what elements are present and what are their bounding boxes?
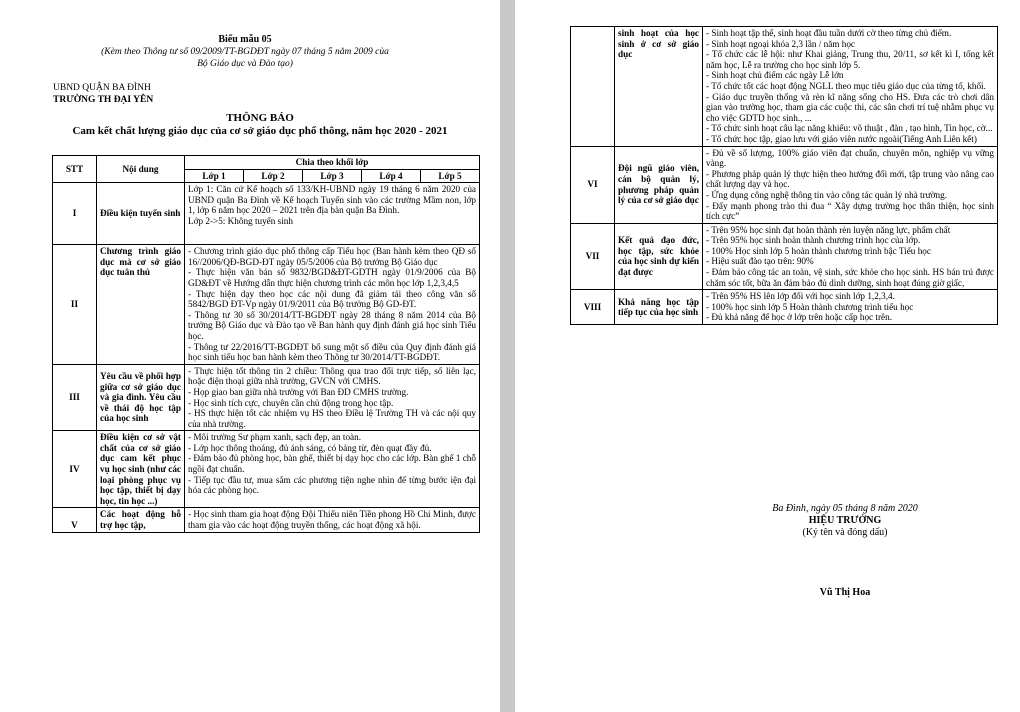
- table-row: [571, 146, 998, 223]
- content-line: - Tổ chức các lễ hội: như Khai giảng, Trung thu, 20/11, sơ kết kì I, tổng kết năm học, Lễ ra trường cho học sinh lớp 5.: [706, 49, 994, 70]
- title-main: THÔNG BÁO: [226, 112, 294, 124]
- content-line: - Phương pháp quản lý thực hiện theo hướng đổi mới, tập trung vào nâng cao chất lượng dạy và học.: [706, 168, 994, 190]
- signer-name: Vũ Thị Hoa: [819, 587, 871, 598]
- header-grade: Lớp 4: [362, 169, 421, 183]
- content-line: - Họp giao ban giữa nhà trường với Ban ĐD CMHS trường.: [188, 386, 409, 397]
- row-number: V: [53, 508, 97, 532]
- row-content: [185, 364, 480, 431]
- row-number: III: [53, 364, 97, 431]
- commitment-table: [52, 155, 480, 533]
- table-row: [571, 223, 998, 290]
- content-line: - Môi trường Sư phạm xanh, sạch đẹp, an toàn.: [188, 432, 362, 443]
- content-line: - Tổ chức học tập, giao lưu với giáo viên nước ngoài(Tiếng Anh Liên kết): [706, 133, 977, 144]
- header-grade: Lớp 3: [303, 169, 362, 183]
- row-number: VI: [571, 146, 615, 223]
- row-content: [703, 146, 998, 223]
- content-line: - Tổ chức tốt các hoạt động NGLL theo mục tiêu giáo dục của từng tổ, khối.: [706, 80, 986, 91]
- content-line: - Sinh hoạt ngoại khóa 2,3 lần / năm học: [706, 38, 856, 49]
- page-gutter: [500, 0, 515, 712]
- content-line: - Thông tư 30 số 30/2014/TT-BGDĐT ngày 28 tháng 8 năm 2014 của Bộ trưởng Bộ Giáo dục và Đào tạo về Ban hành quy định đánh giá học sinh Tiểu học.: [188, 309, 476, 341]
- table-row: [53, 245, 480, 365]
- content-line: - Trên 95% học sinh đạt hoàn thành rèn luyện năng lực, phẩm chất: [706, 224, 951, 235]
- row-topic: Khả năng học tập tiếp tục của học sinh: [615, 290, 703, 325]
- row-number: VIII: [571, 290, 615, 325]
- row-content: [703, 290, 998, 325]
- content-line: - Đẩy mạnh phong trào thi đua “ Xây dựng trường học thân thiện, học sinh tích cực”: [706, 200, 994, 222]
- row-topic: Chương trình giáo dục mà cơ sở giáo dục tuân thủ: [97, 245, 185, 365]
- row-content: [703, 27, 998, 147]
- content-line: - HS thực hiện tốt các nhiệm vụ HS theo Điều lệ Trường TH và các nội quy của nhà trường.: [188, 408, 476, 429]
- row-content: [185, 431, 480, 508]
- content-line: - Đảm bảo đủ phòng học, bàn ghế, thiết bị dạy học cho các lớp. Bàn ghế 1 chỗ ngồi đạt chuẩn.: [188, 453, 476, 475]
- content-line: - Thực hiện tốt thông tin 2 chiều: Thông qua trao đổi trực tiếp, sổ liên lạc, hoặc điện thoại giữa nhà trường, GVCN với CMHS.: [188, 365, 476, 387]
- signature-place-date: Ba Đình, ngày 05 tháng 8 năm 2020: [772, 503, 918, 514]
- content-line: - Học sinh tích cực, chuyên cần chủ động trong học tập.: [188, 397, 394, 408]
- table-row: [53, 183, 480, 245]
- header-stt: STT: [53, 156, 97, 183]
- commitment-table-continued: [570, 26, 998, 325]
- document-page-1: [0, 0, 500, 712]
- content-line: - Hiệu suất đào tạo trên: 90%: [706, 256, 814, 267]
- content-line: - Đảm bảo công tác an toàn, vệ sinh, sức khỏe cho học sinh. HS bán trú được chăm sóc tốt, bữa ăn đảm bảo đủ dinh dưỡng, sinh hoạt đúng giờ giấc,: [706, 267, 994, 288]
- content-line: - Thực hiện văn bản số 9832/BGD&ĐT-GDTH ngày 01/9/2006 của Bộ GD&ĐT về Hướng dẫn thực hiện chương trình các môn học lớp 1,2,3,4,5: [188, 267, 476, 288]
- table-row: [53, 508, 480, 532]
- row-number: II: [53, 245, 97, 365]
- org-school: TRƯỜNG TH ĐẠI YÊN: [53, 95, 154, 105]
- header-grade: Lớp 1: [185, 169, 244, 183]
- document-page-2: [515, 0, 1020, 712]
- header-grade: Lớp 2: [244, 169, 303, 183]
- table-row: [53, 364, 480, 431]
- header-content: Nội dung: [97, 156, 185, 183]
- table-row: [571, 290, 998, 325]
- row-topic: Các hoạt động hỗ trợ học tập,: [97, 508, 185, 532]
- table-row: [571, 27, 998, 147]
- form-note-line2: Bộ Giáo dục và Đào tạo): [197, 59, 293, 69]
- content-line: Lớp 2->5: Không tuyển sinh: [188, 215, 293, 226]
- content-line: - Chương trình giáo dục phổ thông cấp Tiểu học (Ban hành kèm theo QĐ số 16//2006/QĐ-BGD-ĐT ngày 05/5/2006 của Bộ trưởng Bộ Giáo dục: [188, 246, 476, 267]
- content-line: - Sinh hoạt chủ điểm các ngày Lễ lớn: [706, 70, 844, 81]
- content-line: - Lớp học thông thoáng, đủ ánh sáng, có bảng từ, đèn quạt đầy đủ.: [188, 442, 432, 453]
- content-line: - Thông tư 22/2016/TT-BGDĐT bổ sung một số điều của Quy định đánh giá học sinh tiểu học ban hành kèm theo Thông tư 30/2014/TT-BGDĐT.: [188, 341, 476, 363]
- content-line: - Đủ khả năng để học ở lớp trên hoặc cấp học trên.: [706, 312, 892, 323]
- signature-block: [750, 503, 940, 599]
- row-number: IV: [53, 431, 97, 508]
- row-topic: Điều kiện cơ sở vật chất của cơ sở giáo dục cam kết phục vụ học sinh (như các loại phòng phục vụ học tập, thiết bị dạy học, tin học ...): [97, 431, 185, 508]
- row-topic: Yêu cầu về phối hợp giữa cơ sở giáo dục và gia đình. Yêu cầu về thái độ học tập của học sinh: [97, 364, 185, 431]
- header-grade: Lớp 5: [421, 169, 480, 183]
- form-note-line1: (Kèm theo Thông tư số 09/2009/TT-BGDĐT ngày 07 tháng 5 năm 2009 của: [101, 47, 389, 57]
- content-line: - Sinh hoạt tập thể, sinh hoạt đầu tuần dưới cờ theo từng chủ điểm.: [706, 28, 952, 38]
- content-line: - 100% học sinh lớp 5 Hoàn thành chương trình tiểu học: [706, 301, 914, 312]
- row-number: VII: [571, 223, 615, 290]
- row-number: [571, 27, 615, 147]
- content-line: - 100% Học sinh lớp 5 hoàn thành chương trình bậc Tiểu học: [706, 245, 931, 256]
- signature-note: (Ký tên và đóng dấu): [802, 527, 888, 538]
- header-grade-split: Chia theo khối lớp: [185, 156, 480, 170]
- table-header-row: [53, 156, 480, 170]
- signature-role: HIỆU TRƯỞNG: [808, 515, 882, 526]
- content-line: - Học sinh tham gia hoạt động Đội Thiếu niên Tiền phong Hồ Chí Minh, được tham gia vào các hoạt động truyền thống, các hoạt động xã hội.: [188, 509, 476, 531]
- row-topic: Điều kiện tuyển sinh: [97, 183, 185, 245]
- content-line: - Trên 95% học sinh hoàn thành chương trình học của lớp.: [706, 235, 921, 246]
- row-topic: Đội ngũ giáo viên, cán bộ quản lý, phương pháp quản lý của cơ sở giáo dục: [615, 146, 703, 223]
- document-title: [40, 112, 480, 138]
- organization-block: [53, 82, 153, 106]
- content-line: - Tổ chức sinh hoạt câu lạc năng khiếu: võ thuật , đàn , tạo hình, Tin học, cờ...: [706, 123, 993, 134]
- row-topic: sinh hoạt của học sinh ở cơ sở giáo dục: [615, 27, 703, 147]
- row-number: I: [53, 183, 97, 245]
- form-header: [100, 34, 390, 70]
- content-line: - Thực hiện dạy theo học các nội dung đã giảm tải theo công văn số 5842/BGD ĐT-Vp ngày 01/9/2011 của Bộ trưởng Bộ GD-ĐT.: [188, 288, 476, 310]
- row-topic: Kết quả đạo đức, học tập, sức khỏe của học sinh dự kiến đạt được: [615, 223, 703, 290]
- content-line: - Trên 95% HS lên lớp đối với học sinh lớp 1,2,3,4.: [706, 291, 895, 302]
- row-content: [703, 223, 998, 290]
- content-line: - Giáo dục truyền thống và rèn kĩ năng sống cho HS. Đưa các trò chơi dân gian vào trường học, tham gia các cuộc thi, các sân chơi trí tuệ nhằm phục vụ cho việc GDTD học sinh., ...: [706, 91, 994, 123]
- org-district: UBND QUẬN BA ĐÌNH: [53, 83, 151, 93]
- table-row: [53, 431, 480, 508]
- row-content: [185, 245, 480, 365]
- row-content: [185, 183, 480, 245]
- content-line: - Tiếp tục đầu tư, mua sắm các phương tiện nghe nhìn để từng bước iện đại hóa các phòng học.: [188, 474, 476, 496]
- content-line: - Đủ về số lượng, 100% giáo viên đạt chuẩn, chuyên môn, nghiệp vụ vững vàng.: [706, 147, 994, 169]
- title-sub: Cam kết chất lượng giáo dục của cơ sở giáo dục phổ thông, năm học 2020 - 2021: [72, 125, 448, 137]
- row-content: [185, 508, 480, 532]
- form-label: Biểu mẫu 05: [218, 34, 272, 45]
- content-line: - Ứng dụng công nghệ thông tin vào công tác quản lý nhà trường.: [706, 189, 947, 200]
- content-line: Lớp 1: Căn cứ Kế hoạch số 133/KH-UBND ngày 19 tháng 6 năm 2020 của UBND quận Ba Đình về Kế hoạch Tuyển sinh vào các trường Mầm non, lớp 1, lớp 6 năm học 2020 – 2021 trên địa bàn quận Ba Đình.: [188, 184, 476, 216]
